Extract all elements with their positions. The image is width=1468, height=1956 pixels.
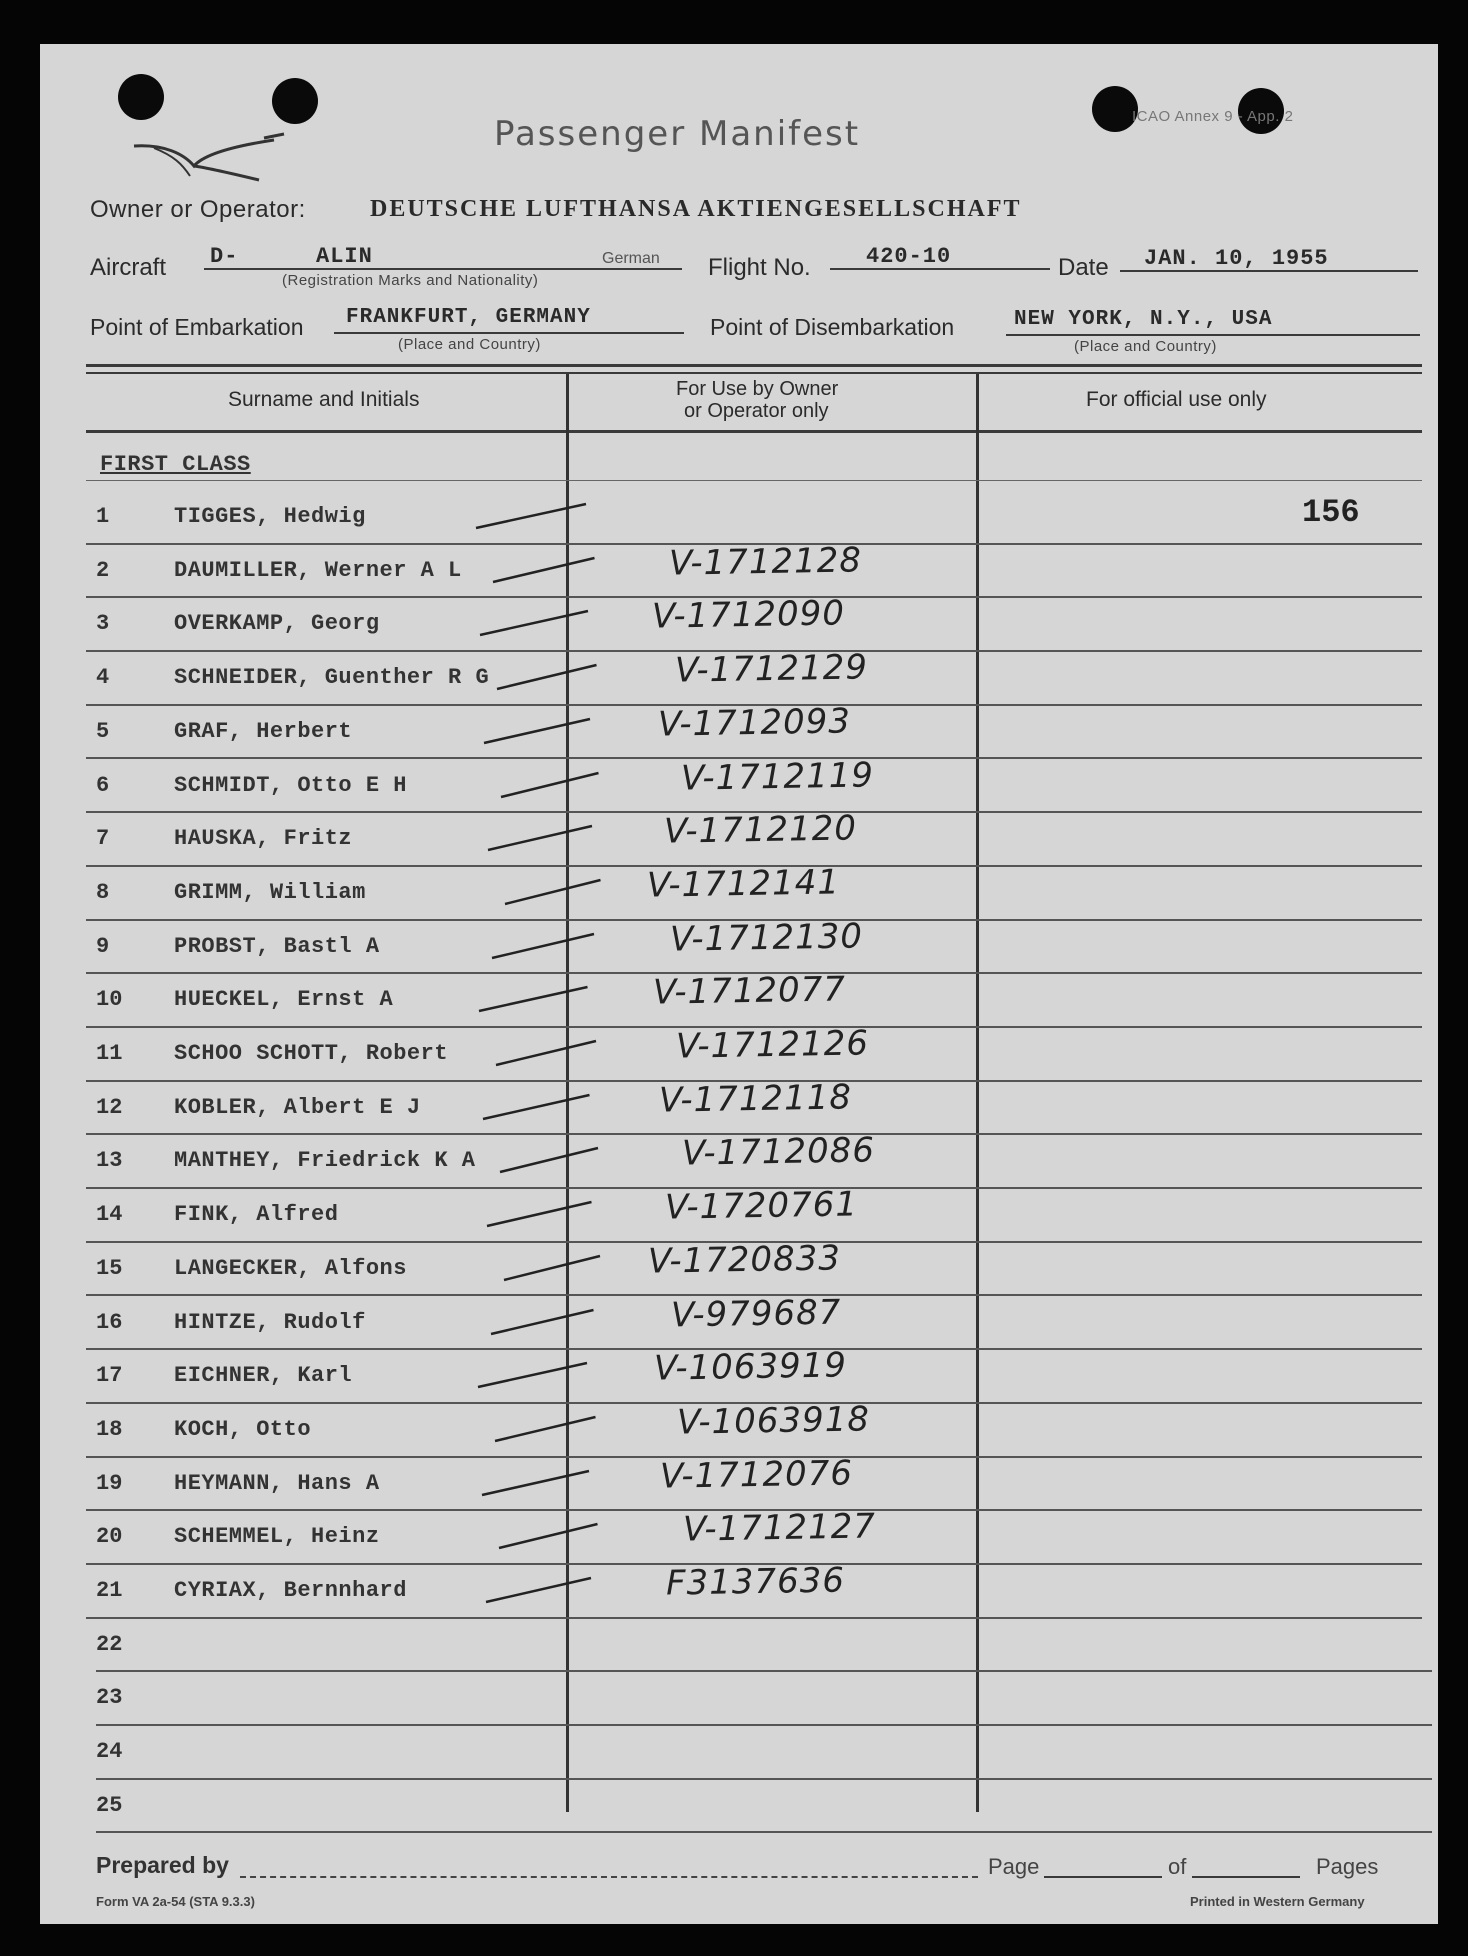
checkmark-icon [466, 1570, 616, 1610]
visa-number: V-1720833 [647, 1238, 842, 1282]
passenger-name: FINK, Alfred [174, 1202, 339, 1228]
flight-number: 420-10 [866, 244, 952, 269]
table-row [86, 808, 1422, 868]
visa-number: V-1712077 [652, 969, 847, 1013]
passenger-name: SCHEMMEL, Heinz [174, 1524, 380, 1550]
row-number: 1 [96, 504, 110, 529]
checkmark-icon [466, 1409, 616, 1449]
row-number: 5 [96, 718, 110, 744]
passenger-name: KOCH, Otto [174, 1416, 312, 1442]
visa-number: V-1712120 [663, 808, 858, 852]
passenger-name: KOBLER, Albert E J [174, 1094, 421, 1120]
row-rule [86, 1617, 1422, 1619]
date-label: Date [1058, 254, 1109, 281]
checkmark-icon [466, 1248, 616, 1288]
visa-number: V-979687 [670, 1292, 842, 1335]
row-number: 11 [96, 1041, 123, 1066]
flight-underline [830, 268, 1050, 270]
header-rule [86, 364, 1422, 367]
column-header-surname: Surname and Initials [228, 388, 420, 411]
row-number: 6 [96, 772, 110, 798]
column-header-owner-line1: For Use by Owner [676, 378, 839, 400]
passenger-name: SCHOO SCHOTT, Robert [174, 1041, 449, 1066]
column-header-owner-line2: or Operator only [684, 400, 829, 422]
prepared-by-label: Prepared by [96, 1852, 229, 1878]
checkmark-icon [466, 1087, 616, 1127]
checkmark-icon [466, 1140, 616, 1180]
row-number: 25 [96, 1792, 123, 1818]
table-row [86, 915, 1422, 976]
row-number: 22 [96, 1631, 123, 1657]
table-row [86, 754, 1422, 815]
table-row [86, 969, 1422, 1029]
visa-number: V-1063918 [676, 1399, 871, 1443]
row-number: 17 [96, 1363, 123, 1389]
column-header-official: For official use only [1086, 388, 1267, 411]
table-row [86, 540, 1422, 600]
visa-number: V-1712119 [680, 754, 875, 799]
table-row [86, 1506, 1422, 1566]
official-number: 156 [1302, 494, 1360, 531]
page-title: Passenger Manifest [494, 114, 861, 154]
row-number: 21 [96, 1578, 123, 1603]
checkmark-icon [466, 496, 616, 536]
passenger-name: GRAF, Herbert [174, 718, 353, 744]
row-number: 12 [96, 1094, 123, 1120]
table-row [86, 1727, 1422, 1781]
table-row [86, 701, 1422, 761]
aircraft-prefix: D- [210, 244, 239, 269]
row-number: 20 [96, 1524, 123, 1550]
checkmark-icon [466, 818, 616, 858]
page-label: Page [988, 1854, 1040, 1879]
table-row [86, 1077, 1422, 1137]
row-rule [96, 1831, 1432, 1833]
table-row [86, 1781, 1422, 1835]
row-number: 9 [96, 933, 110, 959]
passenger-name: OVERKAMP, Georg [174, 611, 380, 637]
passenger-name: SCHNEIDER, Guenther R G [174, 665, 490, 691]
table-row [86, 862, 1422, 922]
icao-reference: ICAO Annex 9 - App. 2 [1132, 108, 1294, 125]
passenger-name: SCHMIDT, Otto E H [174, 772, 407, 798]
crane-logo-icon [124, 116, 294, 186]
table-row [86, 1238, 1422, 1298]
table-row [86, 1673, 1422, 1727]
aircraft-caption: (Registration Marks and Nationality) [282, 272, 539, 289]
table-row [86, 1345, 1422, 1405]
table-row [86, 1130, 1422, 1190]
disembarkation-label: Point of Disembarkation [710, 314, 955, 340]
disembarkation-underline [1006, 334, 1420, 336]
checkmark-icon [466, 1033, 616, 1073]
of-line [1192, 1876, 1300, 1878]
visa-number: V-1712126 [675, 1023, 870, 1067]
row-number: 24 [96, 1739, 123, 1765]
table-row [86, 1560, 1422, 1620]
row-number: 13 [96, 1148, 123, 1174]
embarkation-caption: (Place and Country) [398, 336, 541, 353]
row-number: 2 [96, 557, 110, 583]
passenger-name: CYRIAX, Bernnhard [174, 1578, 407, 1603]
date-underline [1120, 270, 1418, 272]
visa-number: V-1712076 [659, 1452, 854, 1497]
column-header-rule [86, 430, 1422, 433]
checkmark-icon [466, 1516, 616, 1556]
section-rule [86, 480, 1422, 481]
visa-number: V-1712129 [674, 647, 869, 691]
passenger-name: DAUMILLER, Werner A L [174, 557, 462, 583]
table-row [86, 1620, 1422, 1674]
row-number: 14 [96, 1202, 123, 1228]
table-row [86, 647, 1422, 707]
visa-number: V-1712130 [669, 915, 864, 960]
passenger-name: HUECKEL, Ernst A [174, 987, 394, 1013]
date-value: JAN. 10, 1955 [1144, 246, 1329, 271]
form-id: Form VA 2a-54 (STA 9.3.3) [96, 1894, 255, 1909]
owner-label: Owner or Operator: [90, 196, 306, 223]
table-row [86, 1292, 1422, 1352]
owner-value: DEUTSCHE LUFTHANSA AKTIENGESELLSCHAFT [370, 196, 1022, 222]
row-number: 15 [96, 1255, 123, 1281]
passenger-name: GRIMM, William [174, 879, 366, 905]
section-label: FIRST CLASS [100, 452, 251, 477]
table-row [86, 492, 1422, 546]
visa-number: V-1712128 [668, 540, 863, 584]
row-number: 16 [96, 1309, 123, 1335]
passenger-name: EICHNER, Karl [174, 1363, 353, 1389]
row-number: 3 [96, 611, 110, 637]
passenger-name: PROBST, Bastl A [174, 933, 380, 959]
page-line [1044, 1876, 1162, 1878]
disembarkation-caption: (Place and Country) [1074, 338, 1217, 355]
row-number: 23 [96, 1685, 123, 1711]
embarkation-label: Point of Embarkation [90, 314, 304, 340]
prepared-by-line [240, 1876, 978, 1878]
table-row [86, 593, 1422, 653]
visa-number: V-1720761 [664, 1184, 859, 1228]
checkmark-icon [466, 1355, 616, 1395]
visa-number: V-1712090 [651, 593, 846, 638]
aircraft-underline [204, 268, 682, 270]
row-number: 18 [96, 1416, 123, 1442]
aircraft-registration: ALIN [316, 244, 373, 269]
passenger-name: HINTZE, Rudolf [174, 1309, 366, 1335]
checkmark-icon [466, 872, 616, 912]
checkmark-icon [466, 657, 616, 697]
punch-hole [118, 74, 164, 120]
header-rule [86, 372, 1422, 374]
visa-number: V-1712086 [681, 1130, 876, 1175]
row-number: 8 [96, 879, 110, 905]
checkmark-icon [466, 765, 616, 805]
passenger-name: MANTHEY, Friedrick K A [174, 1148, 476, 1174]
visa-number: V-1063919 [653, 1345, 848, 1389]
aircraft-label: Aircraft [90, 254, 167, 281]
table-row [86, 1023, 1422, 1083]
table-row [86, 1399, 1422, 1459]
checkmark-icon [466, 1463, 616, 1503]
checkmark-icon [466, 979, 616, 1019]
checkmark-icon [466, 926, 616, 966]
embarkation-value: FRANKFURT, GERMANY [346, 306, 591, 329]
aircraft-nationality: German [602, 250, 660, 267]
visa-number: V-1712118 [658, 1077, 853, 1121]
checkmark-icon [466, 550, 616, 590]
passenger-name: LANGECKER, Alfons [174, 1255, 407, 1281]
row-number: 19 [96, 1470, 123, 1496]
row-rule [96, 1724, 1432, 1726]
flight-label: Flight No. [708, 254, 811, 281]
visa-number: V-1712127 [682, 1506, 877, 1550]
checkmark-icon [466, 603, 616, 643]
checkmark-icon [466, 1194, 616, 1234]
checkmark-icon [466, 1302, 616, 1342]
of-label: of [1168, 1854, 1187, 1879]
visa-number: V-1712093 [657, 701, 852, 745]
row-rule [96, 1778, 1432, 1780]
printed-in: Printed in Western Germany [1190, 1894, 1365, 1909]
manifest-sheet [40, 44, 1438, 1924]
passenger-name: HAUSKA, Fritz [174, 826, 353, 852]
embarkation-underline [334, 332, 684, 334]
row-number: 7 [96, 826, 110, 852]
passenger-name: TIGGES, Hedwig [174, 504, 366, 529]
row-number: 10 [96, 987, 123, 1013]
table-row [86, 1184, 1422, 1244]
pages-label: Pages [1316, 1854, 1379, 1879]
visa-number: V-1712141 [646, 862, 841, 906]
disembarkation-value: NEW YORK, N.Y., USA [1014, 308, 1273, 331]
table-row [86, 1452, 1422, 1513]
passenger-name: HEYMANN, Hans A [174, 1470, 380, 1496]
row-rule [96, 1670, 1432, 1672]
visa-number: F3137636 [665, 1560, 846, 1604]
row-number: 4 [96, 665, 110, 691]
checkmark-icon [466, 711, 616, 751]
